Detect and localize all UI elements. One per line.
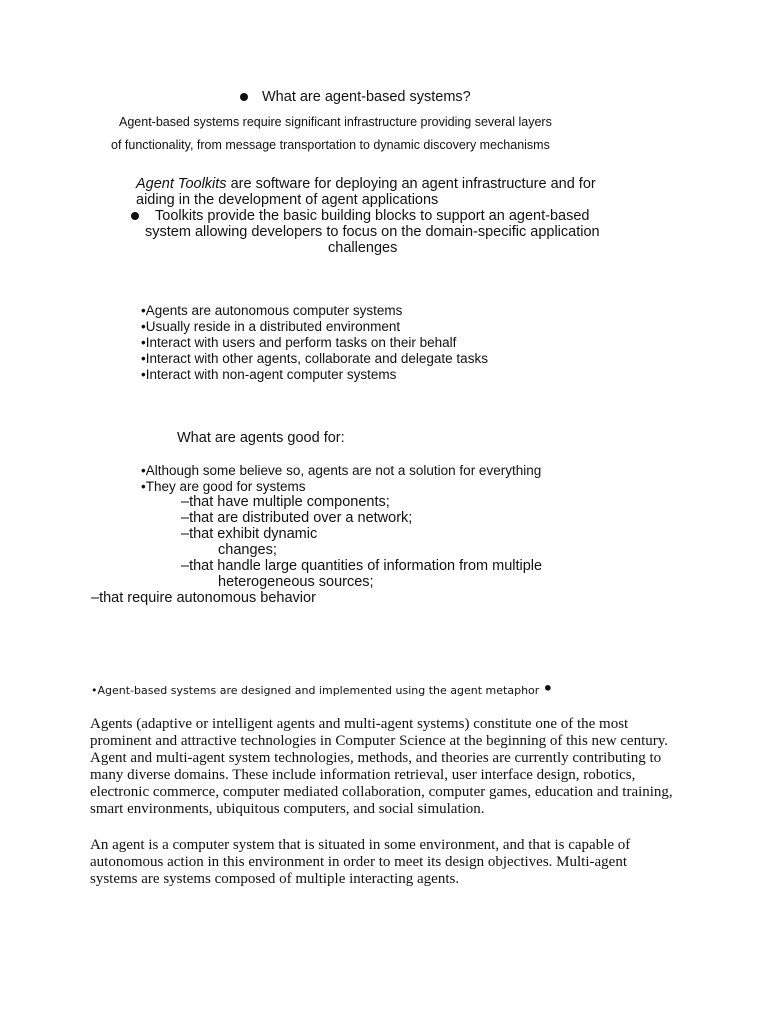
intro-paragraph-line: of functionality, from message transportation to dynamic discovery mechanisms — [111, 138, 550, 152]
intro-paragraph-line: Agent-based systems require significant infrastructure providing several layers — [119, 115, 552, 129]
metaphor-text: •Agent-based systems are designed and implemented using the agent metaphor — [91, 684, 540, 697]
good-for-item-continuation: heterogeneous sources; — [218, 574, 374, 590]
body-paragraph — [90, 837, 630, 888]
metaphor-statement — [91, 679, 553, 698]
agents-list-item: •Usually reside in a distributed environment — [141, 319, 401, 334]
toolkits-bullet-line: challenges — [328, 240, 398, 256]
good-for-item-continuation: changes; — [218, 542, 277, 558]
section-title-agents-good-for: What are agents good for: — [177, 430, 345, 446]
agents-list-item: •Interact with users and perform tasks on their behalf — [141, 335, 457, 350]
good-for-intro-line: •They are good for systems — [141, 479, 306, 494]
good-for-intro-line: •Although some believe so, agents are not a solution for everything — [141, 463, 542, 478]
toolkits-definition-text: are software for deploying an agent infrastructure and for — [226, 176, 596, 192]
toolkits-term: Agent Toolkits — [136, 176, 227, 192]
agents-list-item: •Agents are autonomous computer systems — [141, 303, 403, 318]
paragraph-line: autonomous action in this environment in order to meet its design objectives. Multi-agent — [90, 854, 627, 870]
body-paragraph — [90, 716, 673, 818]
toolkits-bullet-line: Toolkits provide the basic building blocks to support an agent-based — [155, 208, 590, 224]
paragraph-line: Agents (adaptive or intelligent agents and multi-agent systems) constitute one of the most — [90, 716, 629, 732]
good-for-item: –that have multiple components; — [181, 494, 390, 510]
bullet-dot — [240, 93, 248, 101]
paragraph-line: electronic commerce, computer mediated collaboration, computer games, education and training, — [90, 784, 673, 800]
paragraph-line: smart environments, ubiquitous computers, and social simulation. — [90, 801, 485, 817]
toolkits-bullet-line: system allowing developers to focus on the domain-specific application — [145, 224, 600, 240]
metaphor-end-mark: • — [542, 679, 554, 698]
bullet-dot — [131, 212, 139, 220]
good-for-item: –that are distributed over a network; — [181, 510, 413, 526]
toolkits-definition — [136, 177, 596, 192]
agents-list-item: •Interact with non-agent computer systems — [141, 367, 397, 382]
good-for-item: –that handle large quantities of information from multiple — [181, 558, 543, 574]
paragraph-line: An agent is a computer system that is situated in some environment, and that is capable of — [90, 837, 631, 853]
paragraph-line: many diverse domains. These include information retrieval, user interface design, robotics, — [90, 767, 636, 783]
good-for-item: –that require autonomous behavior — [91, 590, 316, 606]
paragraph-line: systems are systems composed of multiple interacting agents. — [90, 871, 460, 887]
paragraph-line: prominent and attractive technologies in Computer Science at the beginning of this new century. — [90, 733, 669, 749]
paragraph-line: Agent and multi-agent system technologies, methods, and theories are currently contributing to — [90, 750, 662, 766]
good-for-item: –that exhibit dynamic — [181, 526, 318, 542]
section-title-agent-based-systems: What are agent-based systems? — [262, 89, 471, 105]
toolkits-definition-line: aiding in the development of agent applications — [136, 192, 439, 208]
agents-list-item: •Interact with other agents, collaborate and delegate tasks — [141, 351, 488, 366]
